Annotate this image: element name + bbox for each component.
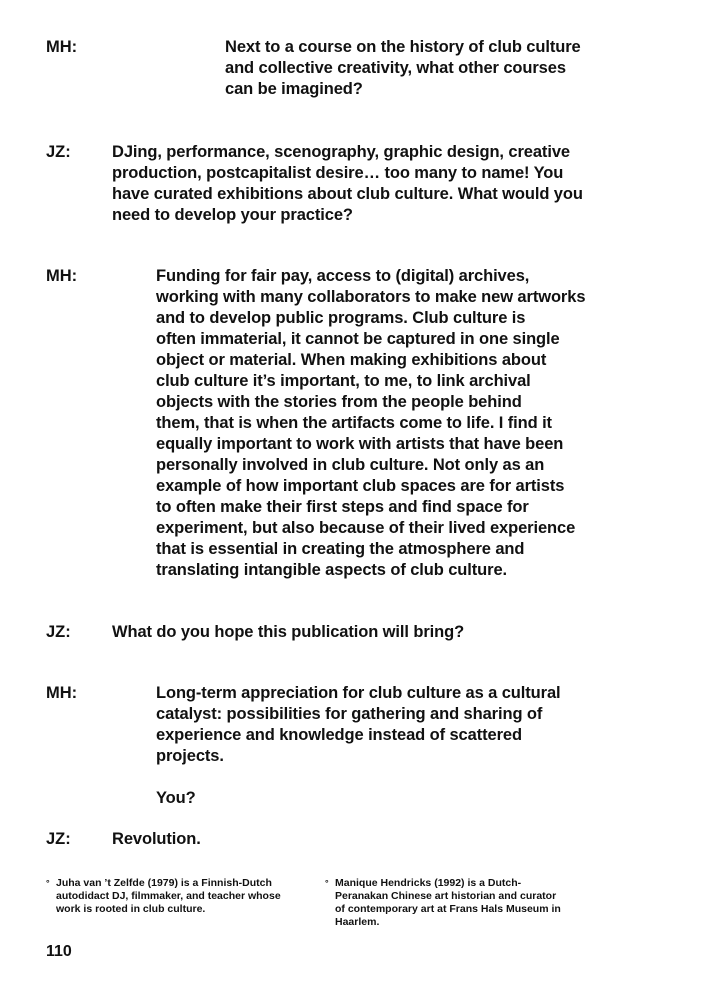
speaker-label: JZ: <box>46 830 71 848</box>
speaker-label: JZ: <box>46 623 71 641</box>
speech-text: Next to a course on the history of club culture and collective creativity, what other courses can be imagined? <box>225 38 581 98</box>
footnote <box>46 877 306 916</box>
footnote-text: Manique Hendricks (1992) is a Dutch- Peranakan Chinese art historian and curator of contemporary art at Frans Hals Museum in Haarlem. <box>335 877 561 928</box>
speech-text: Funding for fair pay, access to (digital) archives, working with many collaborators to make new artworks and to develop public programs. Club culture is often immaterial, it cannot be captured in one single object or material. When making exhibitions about club culture it’s important, to me, to link archival objects with the stories from the people behind them, that is when the artifacts come to life. I find it equally important to work with artists that have been personally involved in club culture. Not only as an example of how important club spaces are for artists to often make their first steps and find space for experiment, but also because of their lived experience that is essential in creating the atmosphere and translating intangible aspects of club culture. <box>156 267 586 579</box>
footnote-text: Juha van ’t Zelfde (1979) is a Finnish-Dutch autodidact DJ, filmmaker, and teacher whose work is rooted in club culture. <box>56 877 281 915</box>
speaker-label: MH: <box>46 267 78 285</box>
footnote-marker: ° <box>325 878 329 888</box>
speaker-label: MH: <box>46 684 78 702</box>
speaker-label: JZ: <box>46 143 71 161</box>
speech-text: You? <box>156 789 196 807</box>
speaker-label: MH: <box>46 38 78 56</box>
speech-text: Long-term appreciation for club culture as a cultural catalyst: possibilities for gathering and sharing of experience and knowledge instead of scattered projects. <box>156 684 561 765</box>
speech-text: What do you hope this publication will bring? <box>112 623 465 641</box>
speech-text: Revolution. <box>112 830 201 848</box>
page-number: 110 <box>46 943 72 960</box>
footnote-marker: ° <box>46 878 50 888</box>
footnote <box>325 877 585 929</box>
speech-text: DJing, performance, scenography, graphic design, creative production, postcapitalist desire… too many to name! You have curated exhibitions about club culture. What would you need to develop your practice? <box>112 143 583 224</box>
